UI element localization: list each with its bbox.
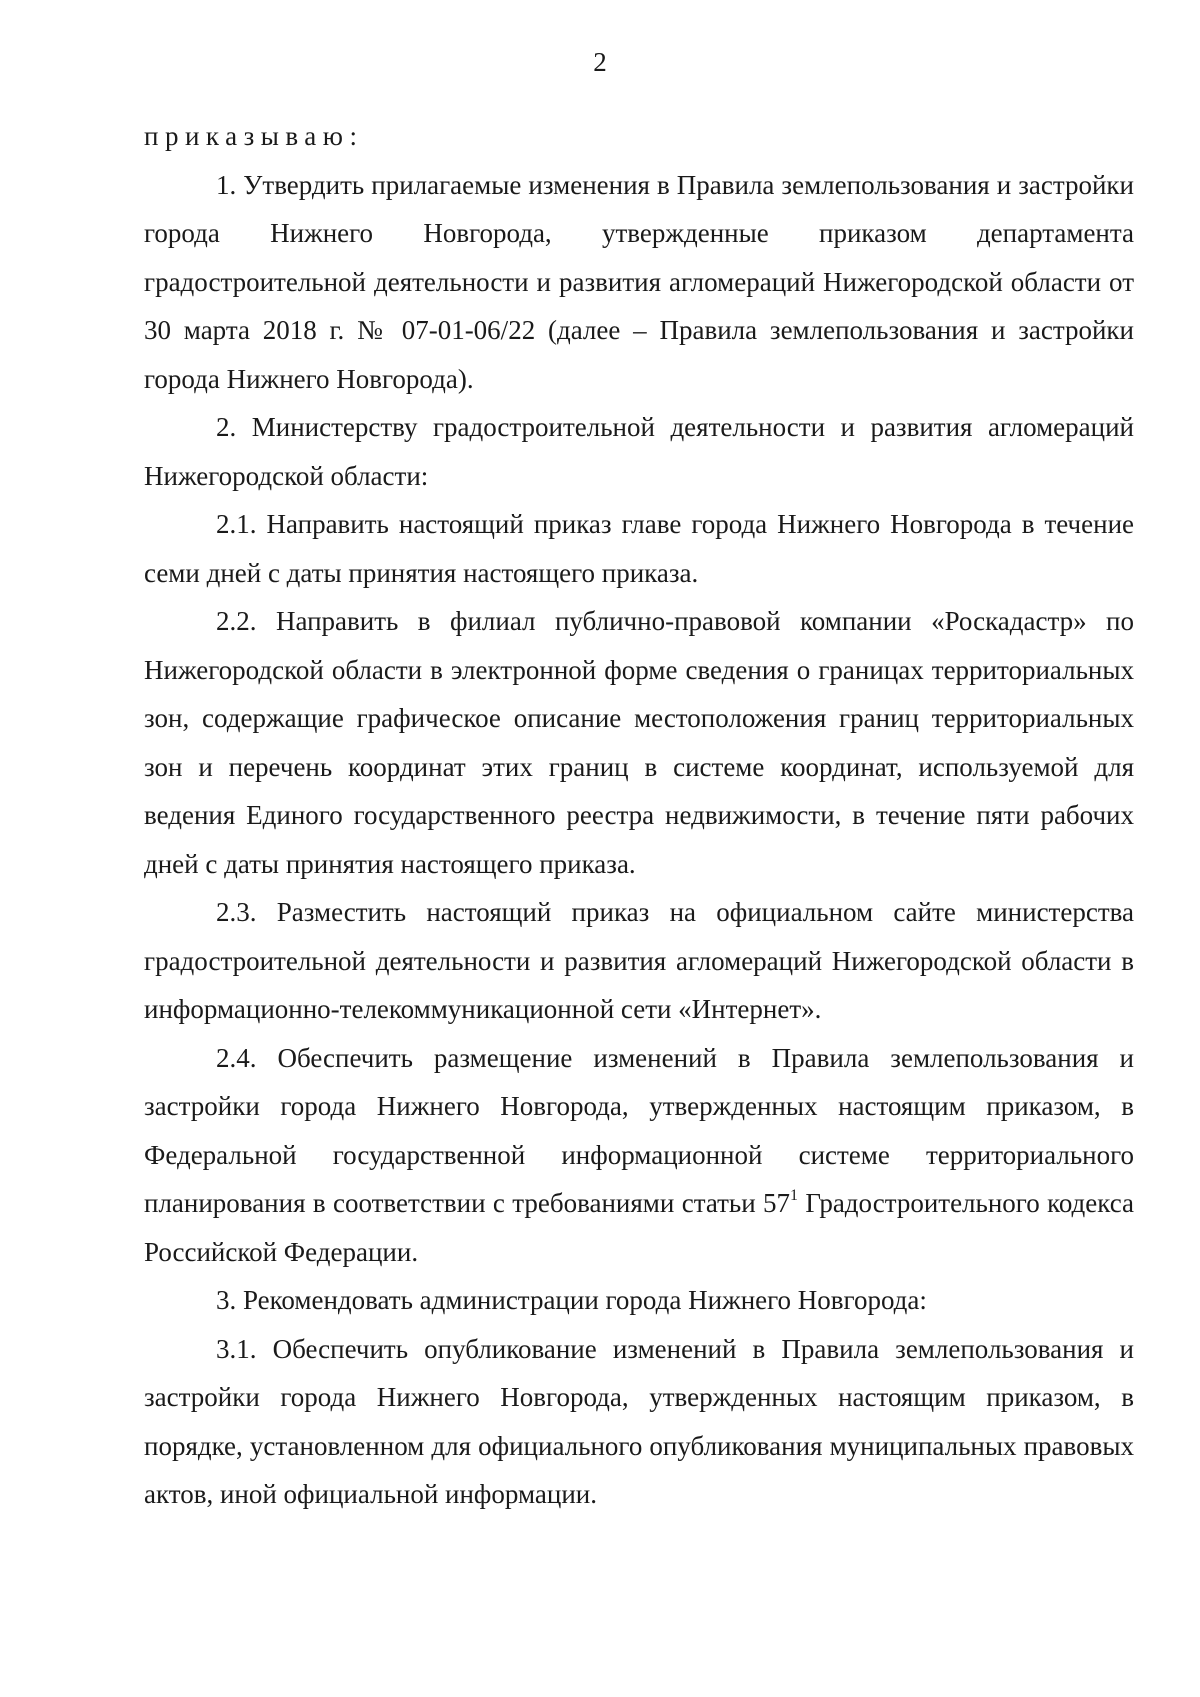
paragraph-2-4: [144, 1034, 1134, 1277]
paragraph-2-2: 2.2. Направить в филиал публично-правовой компании «Роскадастр» по Нижегородской области в электронной форме сведения о границах территориальных зон, содержащие графическое описание местоположения границ территориальных зон и перечень координат этих границ в системе координат, используемой для ведения Единого государственного реестра недвижимости, в течение пяти рабочих дней с даты принятия настоящего приказа.: [144, 606, 1134, 879]
superscript-article-index: 1: [790, 1187, 799, 1204]
paragraph-2-4-text-before: 2.4. Обеспечить размещение изменений в Правила землепользования и застройки города Нижнего Новгорода, утвержденных настоящим приказом, в Федеральной государственной информационной системе территориального планирования в соответствии с требованиями статьи 57: [144, 1042, 1134, 1218]
paragraph-2-1: 2.1. Направить настоящий приказ главе города Нижнего Новгорода в течение семи дней с даты принятия настоящего приказа.: [144, 509, 1134, 588]
paragraph-2-4-text-after: Градостроительного кодекса Российской Федерации.: [144, 1188, 1134, 1267]
document-body: [144, 112, 1134, 1519]
page-number: 2: [593, 47, 607, 77]
paragraph-2: 2. Министерству градостроительной деятельности и развития агломераций Нижегородской области:: [144, 412, 1134, 491]
paragraph-1: 1. Утвердить прилагаемые изменения в Правила землепользования и застройки города Нижнего Новгорода, утвержденные приказом департамента градостроительной деятельности и развития агломераций Нижегородской области от 30 марта 2018 г. № 07-01-06/22 (далее – Правила землепользования и застройки города Нижнего Новгорода).: [144, 169, 1134, 394]
paragraph-3: 3. Рекомендовать администрации города Нижнего Новгорода:: [216, 1285, 927, 1315]
order-preamble: приказываю:: [144, 121, 364, 151]
paragraph-2-3: 2.3. Разместить настоящий приказ на официальном сайте министерства градостроительной деятельности и развития агломераций Нижегородской области в информационно-телекоммуникационной сети «Интернет».: [144, 897, 1134, 1024]
paragraph-3-1: 3.1. Обеспечить опубликование изменений в Правила землепользования и застройки города Нижнего Новгорода, утвержденных настоящим приказом, в порядке, установленном для официального опубликования муниципальных правовых актов, иной официальной информации.: [144, 1333, 1134, 1509]
